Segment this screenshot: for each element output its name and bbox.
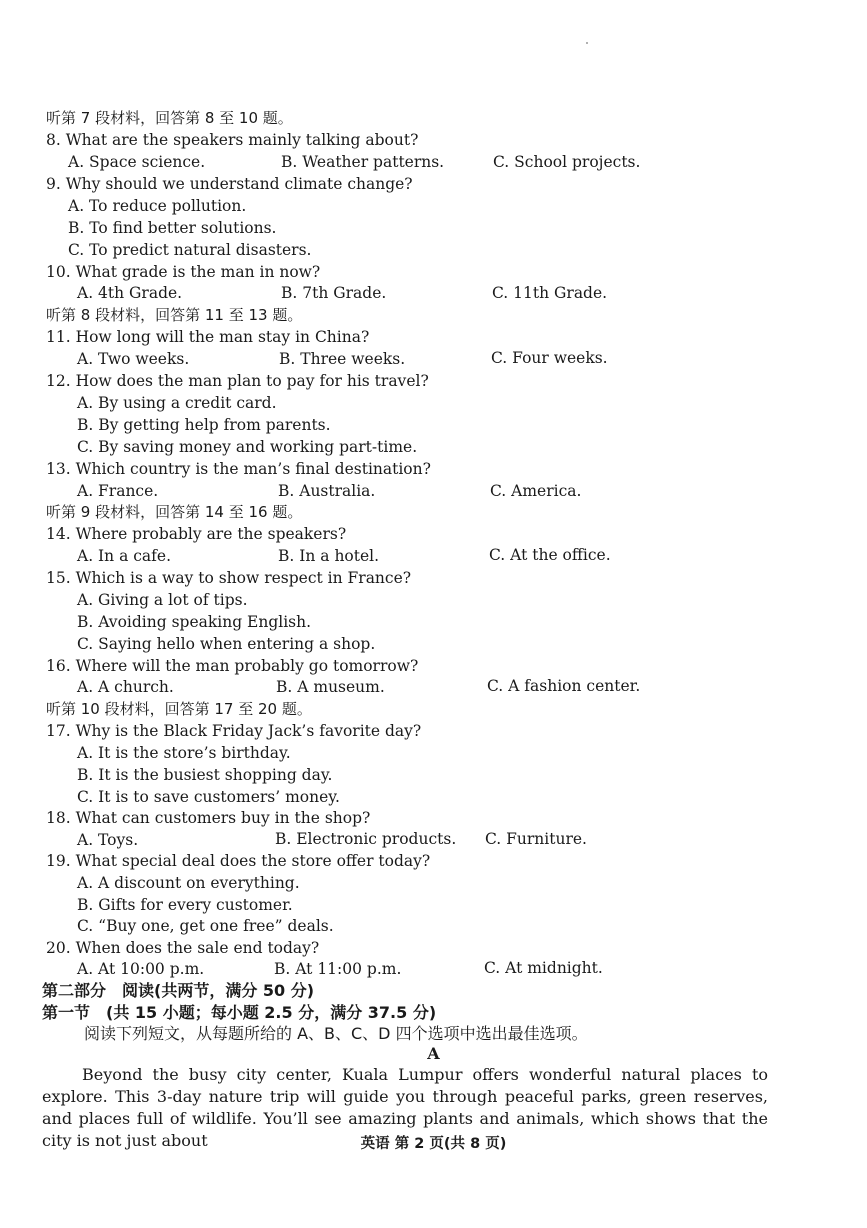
option-b: B. It is the busiest shopping day. (77, 766, 333, 784)
option-c: C. Four weeks. (491, 349, 608, 367)
option-b: B. Electronic products. (275, 830, 457, 848)
option-a: A. 4th Grade. (77, 284, 183, 302)
option-a: A. To reduce pollution. (68, 197, 247, 215)
reading-instruction: 阅读下列短文，从每题所给的 A、B、C、D 四个选项中选出最佳选项。 (84, 1024, 588, 1043)
question-stem: 14. Where probably are the speakers? (46, 525, 347, 543)
option-b: B. At 11:00 p.m. (274, 960, 402, 978)
section-instruction: 听第 10 段材料，回答第 17 至 20 题。 (46, 700, 312, 718)
section-instruction: 听第 9 段材料，回答第 14 至 16 题。 (46, 503, 303, 521)
option-c: C. A fashion center. (487, 677, 641, 695)
option-b: B. A museum. (276, 678, 385, 696)
option-b: B. In a hotel. (278, 547, 380, 565)
section-instruction: 听第 7 段材料，回答第 8 至 10 题。 (46, 109, 293, 127)
question-stem: 18. What can customers buy in the shop? (46, 809, 371, 827)
option-a: A. A discount on everything. (77, 874, 300, 892)
question-stem: 12. How does the man plan to pay for his travel? (46, 372, 429, 390)
page-footer: 英语 第 2 页(共 8 页) (360, 1136, 507, 1152)
option-a: A. At 10:00 p.m. (77, 960, 205, 978)
option-c: C. At the office. (489, 546, 611, 564)
section-instruction: 听第 8 段材料，回答第 11 至 13 题。 (46, 306, 303, 324)
question-stem: 11. How long will the man stay in China? (46, 328, 370, 346)
option-a: A. Giving a lot of tips. (77, 591, 248, 609)
question-stem: 9. Why should we understand climate change? (46, 175, 413, 193)
section-heading: 第一节 (共 15 小题；每小题 2.5 分，满分 37.5 分) (42, 1003, 437, 1022)
option-b: B. Australia. (278, 482, 376, 500)
option-c: C. America. (490, 482, 582, 500)
question-stem: 19. What special deal does the store offer today? (46, 852, 431, 870)
option-b: B. Three weeks. (279, 350, 406, 368)
option-c: C. “Buy one, get one free” deals. (77, 917, 334, 935)
option-c: C. It is to save customers’ money. (77, 788, 340, 806)
option-a: A. A church. (77, 678, 174, 696)
option-b: B. To find better solutions. (68, 219, 277, 237)
option-a: A. Toys. (77, 831, 139, 849)
option-a: A. It is the store’s birthday. (77, 744, 291, 762)
option-c: C. Saying hello when entering a shop. (77, 635, 376, 653)
option-a: A. By using a credit card. (77, 394, 277, 412)
option-b: B. Weather patterns. (281, 153, 445, 171)
question-stem: 16. Where will the man probably go tomorrow? (46, 657, 419, 675)
option-b: B. By getting help from parents. (77, 416, 331, 434)
option-c: C. At midnight. (484, 959, 603, 977)
option-c: C. Furniture. (485, 830, 587, 848)
option-b: B. 7th Grade. (281, 284, 387, 302)
scan-speck (586, 42, 588, 44)
question-stem: 13. Which country is the man’s final destination? (46, 460, 431, 478)
option-b: B. Gifts for every customer. (77, 896, 293, 914)
passage-text: Beyond the busy city center, Kuala Lumpur offers wonderful natural places to explore. This 3-day nature trip will guide you through peaceful parks, green reserves, and places full of wildlife. You’ll see amazing plants and animals, which shows that the city is not just about (42, 1065, 768, 1150)
option-a: A. In a cafe. (77, 547, 172, 565)
option-a: A. Two weeks. (77, 350, 190, 368)
option-a: A. France. (77, 482, 159, 500)
question-stem: 15. Which is a way to show respect in France? (46, 569, 412, 587)
question-stem: 20. When does the sale end today? (46, 939, 320, 957)
option-c: C. School projects. (493, 153, 641, 171)
option-c: C. 11th Grade. (492, 284, 608, 302)
question-stem: 10. What grade is the man in now? (46, 263, 321, 281)
option-c: C. By saving money and working part-time. (77, 438, 418, 456)
option-b: B. Avoiding speaking English. (77, 613, 312, 631)
passage-label: A (427, 1044, 440, 1063)
option-a: A. Space science. (68, 153, 206, 171)
question-stem: 17. Why is the Black Friday Jack’s favorite day? (46, 722, 422, 740)
part-heading: 第二部分 阅读(共两节，满分 50 分) (42, 981, 315, 1000)
option-c: C. To predict natural disasters. (68, 241, 312, 259)
question-stem: 8. What are the speakers mainly talking about? (46, 131, 419, 149)
